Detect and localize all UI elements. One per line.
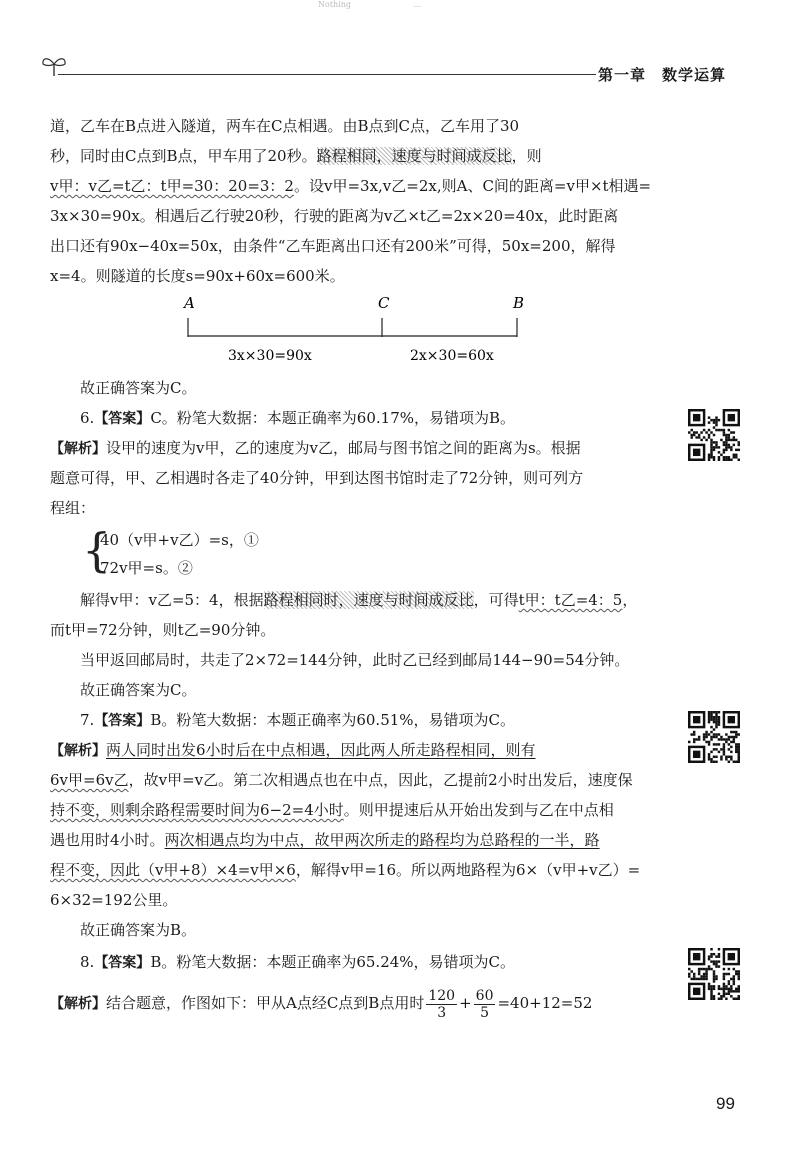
text-line: v甲：v乙=t乙：t甲=30：20=3：2。设v甲=3x,v乙=2x,则A、C间的距离=v甲×t相遇= bbox=[50, 177, 652, 195]
analysis-tag: 【解析】 bbox=[50, 996, 106, 1012]
answer-line: 故正确答案为C。 bbox=[80, 681, 197, 699]
answer-tag: 【答案】 bbox=[94, 955, 151, 971]
q7-answer: 7.【答案】B。粉笔大数据：本题正确率为60.51%，易错项为C。 bbox=[80, 711, 516, 729]
equation-brace: { bbox=[82, 523, 112, 577]
text-line: 遇也用时4小时。两次相遇点均为中点，故甲两次所走的路程均为总路程的一半，路 bbox=[50, 831, 600, 849]
answer-line: 故正确答案为B。 bbox=[80, 921, 197, 939]
top-mark-right: ... bbox=[413, 0, 422, 9]
text-line: 3x×30=90x。相遇后乙行驶20秒，行驶的距离为v乙×t乙=2x×20=40x，此时距离 bbox=[50, 207, 619, 225]
wavy-underlined-formula: t甲：t乙=4：5 bbox=[518, 591, 623, 609]
q7-analysis: 【解析】两人同时出发6小时后在中点相遇，因此两人所走路程相同，则有 bbox=[50, 741, 536, 759]
analysis-tag: 【解析】 bbox=[50, 441, 106, 457]
q6-answer: 6.【答案】C。粉笔大数据：本题正确率为60.17%，易错项为B。 bbox=[80, 409, 516, 427]
equation-2: 72v甲=s。② bbox=[100, 559, 193, 577]
top-mark-left: Nothing bbox=[318, 0, 352, 9]
answer-tag: 【答案】 bbox=[94, 411, 151, 427]
fraction-1: $\frac{120}{3}$ bbox=[428, 987, 456, 1021]
header-rule bbox=[58, 74, 596, 75]
segment-right-label: 2x×30=60x bbox=[410, 348, 494, 364]
answer-line: 故正确答案为C。 bbox=[80, 379, 197, 397]
analysis-tag: 【解析】 bbox=[50, 743, 106, 759]
point-label-a: A bbox=[184, 294, 195, 312]
text-line: 持不变，则剩余路程需要时间为6−2=4小时。则甲提速后从开始出发到与乙在中点相 bbox=[50, 801, 614, 819]
text-line: 6×32=192公里。 bbox=[50, 891, 178, 909]
text-line: 秒，同时由C点到B点，甲车用了20秒。路程相同，速度与时间成反比，则 bbox=[50, 147, 542, 165]
equation-1: 40（v甲+v乙）=s，① bbox=[100, 531, 259, 549]
wavy-underlined-formula: v甲：v乙=t乙：t甲=30：20=3：2 bbox=[50, 177, 294, 195]
chapter-title: 第一章 数学运算 bbox=[598, 66, 727, 84]
q8-analysis: 【解析】结合题意，作图如下：甲从A点经C点到B点用时 $\frac{120}{3}$ + $\frac{60}{5}$ =40+12=52 bbox=[50, 987, 593, 1021]
segment-left-label: 3x×30=90x bbox=[228, 348, 312, 364]
text-line: 6v甲=6v乙，故v甲=v乙。第二次相遇点也在中点，因此，乙提前2小时出发后，速度保 bbox=[50, 771, 633, 789]
text-line: 程不变，因此（v甲+8）×4=v甲×6，解得v甲=16。所以两地路程为6×（v甲+v乙）= bbox=[50, 861, 641, 879]
text-line: 解得v甲：v乙=5：4，根据路程相同时，速度与时间成反比，可得t甲：t乙=4：5， bbox=[80, 591, 638, 609]
q6-analysis: 【解析】设甲的速度为v甲，乙的速度为v乙，邮局与图书馆之间的距离为s。根据 bbox=[50, 439, 581, 457]
hatched-phrase: 路程相同，速度与时间成反比 bbox=[316, 147, 512, 165]
fraction-2: $\frac{60}{5}$ bbox=[475, 987, 494, 1021]
text-line: x=4。则隧道的长度s=90x+60x=600米。 bbox=[50, 267, 345, 285]
text-line: 而t甲=72分钟，则t乙=90分钟。 bbox=[50, 621, 276, 639]
q8-answer: 8.【答案】B。粉笔大数据：本题正确率为65.24%，易错项为C。 bbox=[80, 953, 516, 971]
point-label-c: C bbox=[378, 294, 390, 312]
text-line: 题意可得，甲、乙相遇时各走了40分钟，甲到达图书馆时走了72分钟，则可列方 bbox=[50, 469, 584, 487]
segment-diagram bbox=[170, 292, 550, 372]
page-number: 99 bbox=[716, 1094, 735, 1113]
hatched-phrase: 路程相同时，速度与时间成反比 bbox=[263, 591, 474, 609]
point-label-b: B bbox=[513, 294, 525, 312]
text-line: 出口还有90x−40x=50x，由条件“乙车距离出口还有200米”可得，50x=200，解得 bbox=[50, 237, 616, 255]
text-line: 程组： bbox=[50, 499, 96, 517]
answer-tag: 【答案】 bbox=[94, 713, 151, 729]
text-line: 道，乙车在B点进入隧道，两车在C点相遇。由B点到C点，乙车用了30 bbox=[50, 117, 520, 135]
top-scan-marks bbox=[318, 0, 421, 9]
text-line: 当甲返回邮局时，共走了2×72=144分钟，此时乙已经到邮局144−90=54分钟。 bbox=[80, 651, 630, 669]
